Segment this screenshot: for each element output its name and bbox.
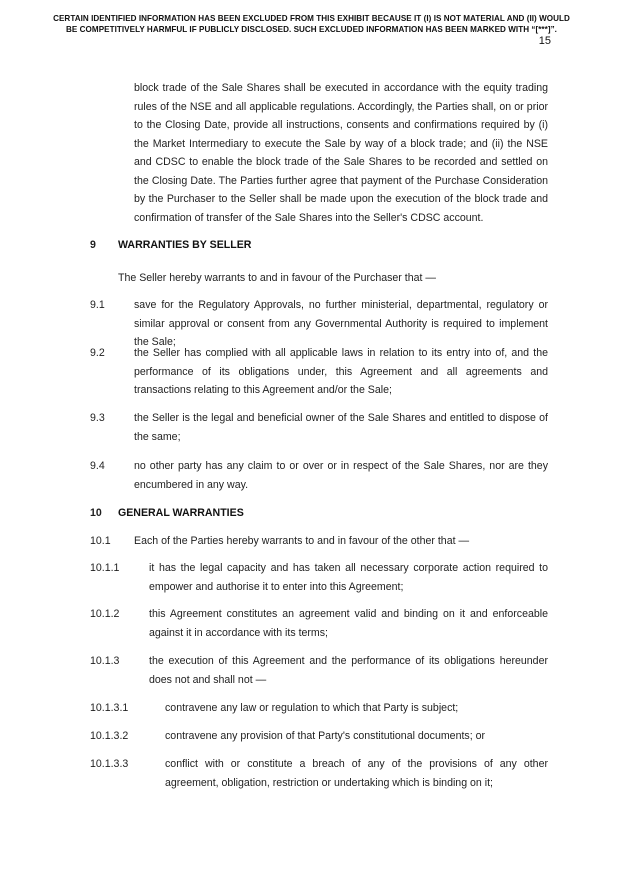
item-10-1-number: 10.1 (90, 535, 111, 547)
item-9-1-text: save for the Regulatory Approvals, no further ministerial, departmental, regulatory or similar approval or consent from any Governmental Authority is required to implement the Sale; (134, 299, 548, 348)
section-9-intro: The Seller hereby warrants to and in favour of the Purchaser that — (118, 272, 436, 284)
item-9-2-number: 9.2 (90, 347, 105, 359)
header-line-1: CERTAIN IDENTIFIED INFORMATION HAS BEEN EXCLUDED FROM THIS EXHIBIT BECAUSE IT (I) IS NOT MATERIAL AND (II) WOULD (53, 14, 570, 23)
item-9-3-number: 9.3 (90, 412, 105, 424)
item-10-1-2-number: 10.1.2 (90, 608, 120, 620)
section-10-number: 10 (90, 507, 102, 519)
section-10-title: GENERAL WARRANTIES (118, 507, 244, 519)
item-10-1-3-1-number: 10.1.3.1 (90, 702, 129, 714)
item-10-1-text: Each of the Parties hereby warrants to and in favour of the other that — (134, 535, 470, 547)
item-10-1-3-2-text: contravene any provision of that Party's constitutional documents; or (165, 730, 486, 742)
confidentiality-header (10, 13, 613, 35)
item-9-1-number: 9.1 (90, 299, 105, 311)
item-9-2-text: the Seller has complied with all applicable laws in relation to its entry into of, and the performance of its obligations under, this Agreement and all agreements and transactions relating to this Agreement and/or the Sale; (134, 347, 548, 396)
section-9-number: 9 (90, 239, 96, 251)
item-10-1-1-text: it has the legal capacity and has taken all necessary corporate action required to empower and authorise it to enter into this Agreement; (149, 562, 548, 593)
item-9-4-text: no other party has any claim to or over or in respect of the Sale Shares, nor are they encumbered in any way. (134, 460, 548, 491)
item-10-1-3-3-text: conflict with or constitute a breach of any of the provisions of any other agreement, obligation, restriction or undertaking which is binding on it; (165, 758, 548, 789)
item-10-1-1-number: 10.1.1 (90, 562, 120, 574)
page-number: 15 (538, 35, 551, 47)
section-9-title: WARRANTIES BY SELLER (118, 239, 252, 251)
item-9-3-text: the Seller is the legal and beneficial owner of the Sale Shares and entitled to dispose of the same; (134, 412, 548, 443)
item-10-1-2-text: this Agreement constitutes an agreement valid and binding on it and enforceable against it in accordance with its terms; (149, 608, 548, 639)
item-10-1-3-1-text: contravene any law or regulation to which that Party is subject; (165, 702, 459, 714)
item-10-1-3-3-number: 10.1.3.3 (90, 758, 129, 770)
item-9-4-number: 9.4 (90, 460, 105, 472)
item-10-1-3-text: the execution of this Agreement and the performance of its obligations hereunder does not and shall not — (149, 655, 548, 686)
header-line-2: BE COMPETITIVELY HARMFUL IF PUBLICLY DISCLOSED. SUCH EXCLUDED INFORMATION HAS BEEN MARKED WITH “[***]”. (66, 25, 557, 34)
continuation-paragraph: block trade of the Sale Shares shall be executed in accordance with the equity trading rules of the NSE and all applicable regulations. Accordingly, the Parties shall, on or prior to the Closing Date, provide all instructions, consents and confirmations required by (i) the Market Intermediary to execute the Sale by way of a block trade; and (ii) the NSE and CDSC to enable the block trade of the Sale Shares to be recorded and settled on the Closing Date. The Parties further agree that payment of the Purchase Consideration by the Purchaser to the Seller shall be made upon the execution of the block trade and confirmation of transfer of the Sale Shares into the Seller's CDSC account. (134, 82, 548, 224)
item-10-1-3-number: 10.1.3 (90, 655, 120, 667)
item-10-1-3-2-number: 10.1.3.2 (90, 730, 129, 742)
